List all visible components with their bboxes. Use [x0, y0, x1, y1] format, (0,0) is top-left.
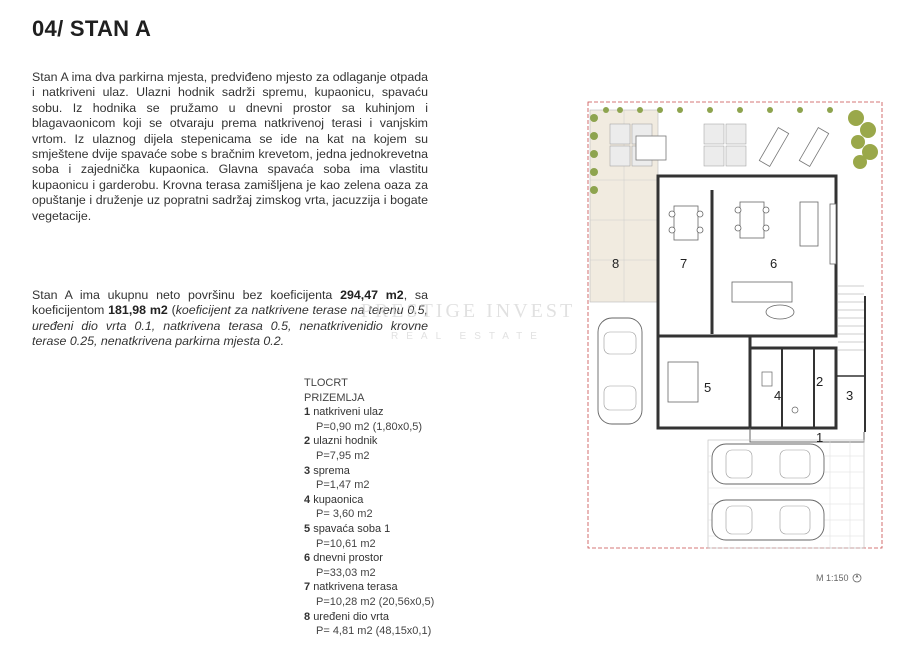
- car-1: [712, 444, 824, 484]
- legend-item-name: ulazni hodnik: [313, 435, 378, 448]
- scale-text: M 1:150: [816, 573, 849, 583]
- legend-heading: TLOCRT: [304, 377, 348, 389]
- room-label-2: 2: [816, 374, 824, 389]
- legend-item-area: P=1,47 m2: [316, 479, 370, 492]
- floor-plan-drawing: [580, 96, 890, 556]
- legend-item: [304, 522, 434, 537]
- legend-item: [304, 610, 434, 625]
- legend-item: [304, 551, 434, 566]
- garden-table: [636, 136, 666, 160]
- room-label-4: 4: [774, 388, 782, 403]
- legend-item: [304, 493, 434, 508]
- legend-item-name: dnevni prostor: [313, 552, 383, 565]
- room-label-3: 3: [846, 388, 854, 403]
- coefficient-note: koeficijent za natkrivene terase na terenu 0.5, uređeni dio vrta 0.1, natkrivena terasa 0.5, nenatkrivenidio krovne terase 0.25, nenatkrivena parkirna mjesta 0.2.: [32, 303, 428, 349]
- watermark-line-2: REAL ESTATE: [391, 331, 545, 342]
- legend-item-number: 7: [304, 581, 314, 594]
- bed: [668, 362, 698, 402]
- legend-item-name: natkriveni ulaz: [313, 406, 384, 419]
- legend-item-name: sprema: [313, 464, 350, 477]
- legend-item-name: kupaonica: [313, 493, 364, 506]
- legend-item-number: 1: [304, 406, 314, 419]
- legend-item-area: P= 3,60 m2: [316, 508, 373, 521]
- car-3: [598, 318, 642, 424]
- car-2: [712, 500, 824, 540]
- scale-indicator: [816, 573, 862, 583]
- north-arrow-icon: [852, 573, 862, 583]
- legend-subheading: PRIZEMLJA: [304, 391, 365, 404]
- watermark-line-1: PRESTIGE INVEST: [360, 300, 576, 322]
- legend-item: [304, 405, 434, 420]
- room-label-1: 1: [816, 430, 824, 445]
- coef-area-value: 181,98 m2: [108, 303, 168, 318]
- legend-item-number: 3: [304, 464, 314, 477]
- area-text-2: , sa koeficijentom: [32, 288, 429, 318]
- legend-item-area: P=10,28 m2 (20,56x0,5): [316, 595, 435, 608]
- legend-item: [304, 464, 434, 479]
- legend-item-number: 5: [304, 522, 314, 535]
- legend-item-number: 4: [304, 493, 314, 506]
- room-label-7: 7: [680, 256, 688, 271]
- room-label-5: 5: [704, 380, 712, 395]
- area-text-1: Stan A ima ukupnu neto površinu bez koeficijenta: [32, 288, 341, 302]
- legend-item-area: P=0,90 m2 (1,80x0,5): [316, 420, 423, 433]
- net-area-value: 294,47 m2: [340, 288, 404, 302]
- legend-item: [304, 434, 434, 449]
- floor-plan-legend: [304, 376, 434, 639]
- legend-item-number: 2: [304, 435, 314, 448]
- legend-item-name: natkrivena terasa: [313, 581, 398, 594]
- legend-item-number: 8: [304, 610, 314, 623]
- room-label-8: 8: [612, 256, 620, 271]
- description-paragraph: Stan A ima dva parkirna mjesta, predviđeno mjesto za odlaganje otpada i natkriveni ulaz. Ulazni hodnik sadrži spremu, kupaonicu, spavaću sobu. Iz hodnika se pružamo u dnevni prostor sa kuhinjom i blagavaonicom koji se otvaraju prema natkrivenoj terasi i vanjskim vrtom. Iz ulaznog dijela stepenicama se ide na kat na kojem su smještene dvije spavaće sobe s bračnim krevetom, jedna jednokrevetna soba i zajednička kupaonica. Glavna spavaća soba ima vlastitu kupaonicu i garderobu. Krovna terasa zamišljena je kao zelena oaza za opuštanje i druženje uz popratni sadržaj zimskog vrta, jacuzzija i bogate vegetacije.: [32, 70, 428, 223]
- area-text-3: (: [167, 303, 176, 318]
- legend-item-number: 6: [304, 552, 314, 565]
- legend-item-area: P=10,61 m2: [316, 537, 376, 550]
- legend-item-area: P=33,03 m2: [316, 566, 376, 579]
- legend-item-name: uređeni dio vrta: [313, 610, 390, 623]
- legend-item-area: P=7,95 m2: [316, 449, 370, 462]
- legend-item-name: spavaća soba 1: [313, 522, 391, 535]
- legend-item-area: P= 4,81 m2 (48,15x0,1): [316, 625, 432, 638]
- watermark: [318, 300, 618, 360]
- page-title: 04/ STAN A: [32, 16, 152, 41]
- legend-item: [304, 580, 434, 595]
- room-label-6: 6: [770, 256, 778, 271]
